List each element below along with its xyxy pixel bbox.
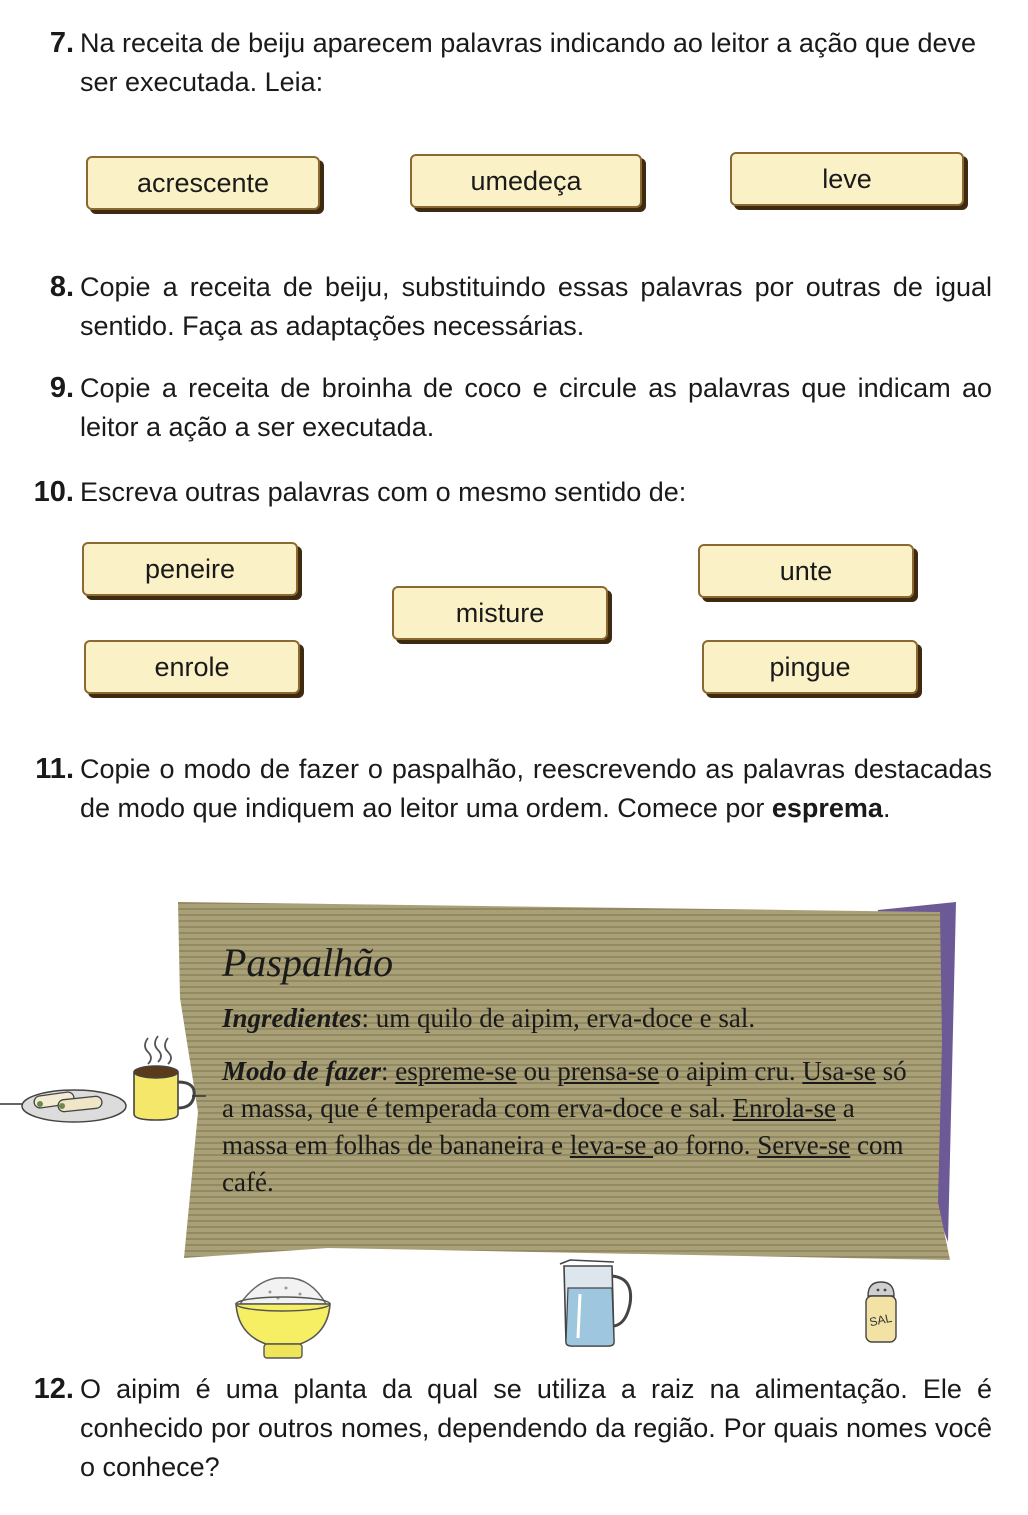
question-text: Escreva outras palavras com o mesmo sentido de: (80, 477, 687, 507)
question-number: 12. (33, 1373, 74, 1405)
recipe-ingredients (222, 1000, 912, 1037)
question-text: Copie a receita de broinha de coco e circule as palavras que indicam ao leitor a ação a ser executada. (80, 373, 992, 442)
ingredients-text: : um quilo de aipim, erva-doce e sal. (361, 1003, 756, 1033)
action-word: Usa-se (802, 1056, 876, 1086)
word-box-misture (392, 586, 608, 640)
method-text: ao forno. (653, 1130, 758, 1160)
action-word: Enrola-se (732, 1093, 836, 1123)
coffee-mug-icon (126, 1032, 206, 1124)
question-7 (49, 24, 992, 102)
word-box-leve (730, 152, 964, 206)
question-number: 11. (35, 753, 74, 785)
salt-shaker-icon (858, 1278, 904, 1348)
flour-bowl-icon (230, 1270, 336, 1366)
method-text: a massa em folhas de bananeira e (222, 1093, 855, 1160)
word-box-acrescente (86, 156, 320, 210)
method-text: : (380, 1056, 396, 1086)
recipe-method (222, 1053, 912, 1201)
method-text: com café. (222, 1130, 904, 1197)
question-text: O aipim é uma planta da qual se utiliza a raiz na alimentação. Ele é conhecido por outros nomes, dependendo da região. Por quais nomes você o conhece? (80, 1374, 992, 1482)
word-box-enrole (84, 640, 300, 694)
word-label: umedeça (470, 165, 582, 196)
question-9 (49, 369, 992, 447)
method-label: Modo de fazer (222, 1056, 381, 1086)
question-text (80, 750, 992, 828)
method-text: ou (516, 1056, 558, 1086)
question-12 (33, 1370, 992, 1487)
action-word: leva-se (569, 1130, 654, 1160)
question-8 (49, 268, 992, 346)
word-box-peneire (82, 542, 298, 596)
word-box-umedeca (410, 154, 642, 208)
question-11 (35, 750, 992, 828)
question-text-part: Copie o modo de fazer o paspalhão, reescrevendo as palavras destacadas de modo que indiquem ao leitor uma ordem. Comece por (80, 754, 992, 823)
word-box-pingue (702, 640, 918, 694)
method-text: só a massa, que é temperada com erva-doce e sal. (222, 1056, 907, 1123)
word-label: unte (779, 555, 833, 586)
salt-label: SAL (868, 1310, 894, 1330)
ingredients-label: Ingredientes (222, 1003, 362, 1033)
question-10 (33, 473, 992, 512)
recipe-title: Paspalhão (222, 940, 394, 985)
action-word: Serve-se (757, 1130, 851, 1160)
highlight-word: esprema (771, 793, 883, 823)
word-label: leve (822, 163, 872, 194)
action-word: espreme-se (395, 1056, 517, 1086)
action-word: prensa-se (557, 1056, 660, 1086)
plate-with-rolls-icon (0, 1078, 130, 1128)
question-number: 9. (49, 372, 74, 404)
word-box-unte (698, 544, 914, 598)
recipe-text (222, 938, 912, 1201)
question-text: Copie a receita de beiju, substituindo essas palavras por outras de igual sentido. Faça as adaptações necessárias. (80, 272, 992, 341)
word-label: pingue (769, 651, 851, 682)
word-label: enrole (154, 651, 230, 682)
question-text: Na receita de beiju aparecem palavras indicando ao leitor a ação que deve ser executada. Leia: (80, 28, 977, 97)
measuring-jug-icon (556, 1258, 638, 1350)
word-label: acrescente (136, 167, 270, 198)
method-text: o aipim cru. (659, 1056, 803, 1086)
question-number: 7. (49, 27, 74, 59)
question-number: 8. (49, 271, 74, 303)
question-text-part: . (882, 793, 891, 823)
recipe-card (178, 902, 956, 1262)
word-label: peneire (144, 553, 236, 584)
question-number: 10. (33, 476, 74, 508)
word-label: misture (455, 597, 545, 628)
